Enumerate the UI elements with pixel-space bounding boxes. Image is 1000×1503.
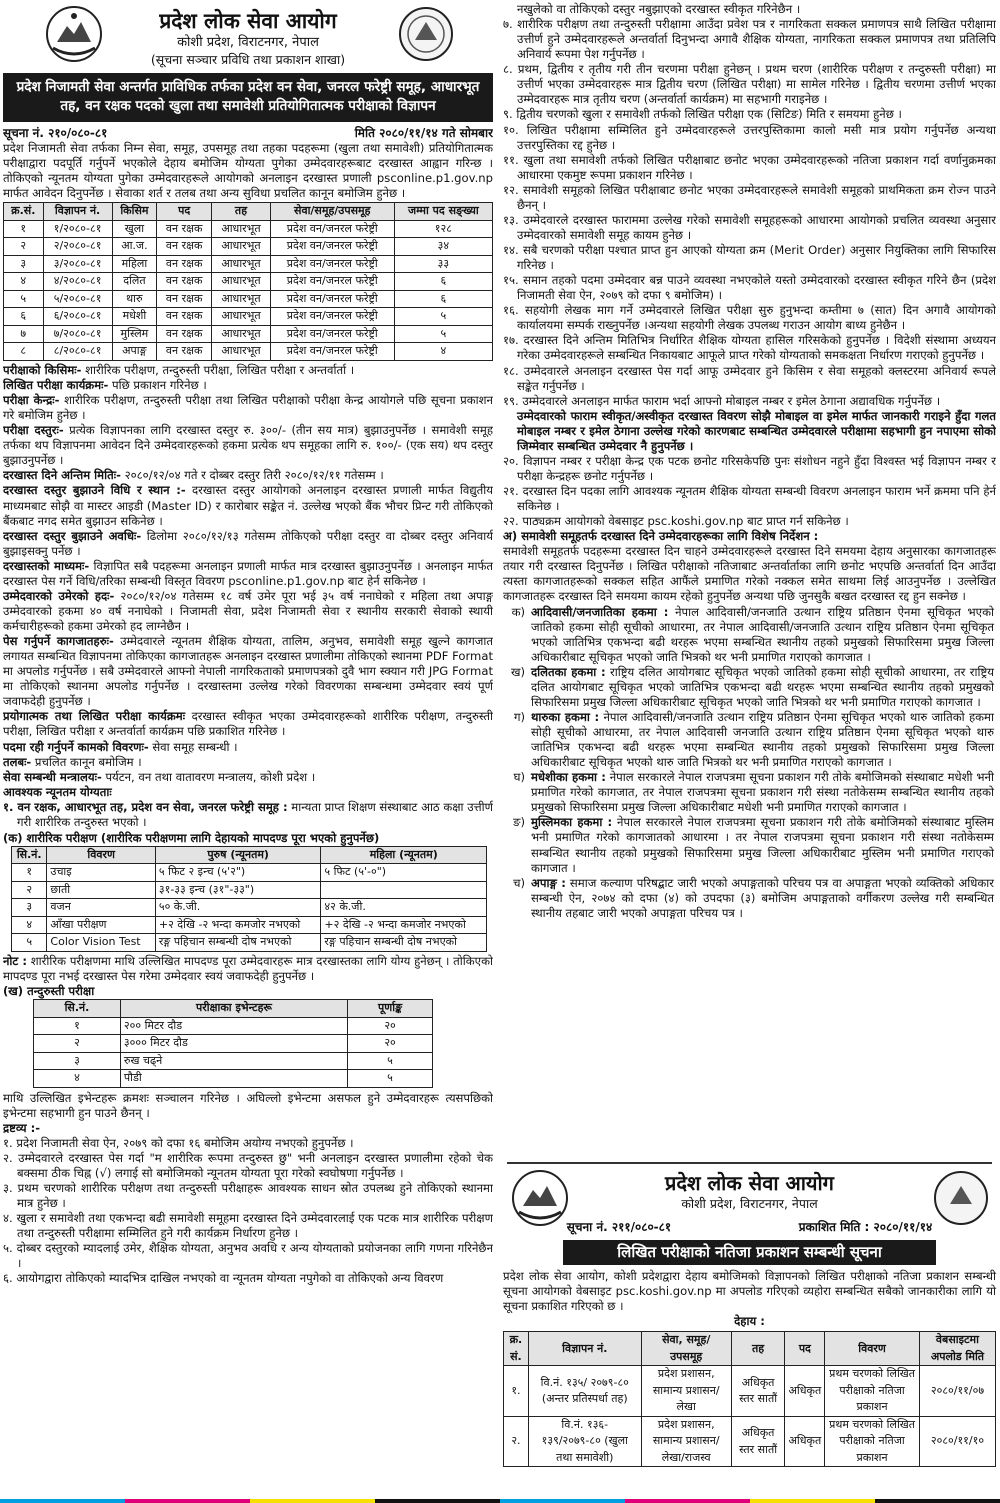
physical-cell: ५० के.जी. — [155, 899, 321, 917]
result-cell: प्रदेश प्रशासन, सामान्य प्रशासन/लेखा — [641, 1366, 731, 1417]
commission-title: प्रदेश लोक सेवा आयोग — [159, 9, 337, 33]
vacancy-row — [4, 343, 493, 361]
info-label: तलबः- — [3, 754, 32, 769]
physical-cell: छाती — [47, 881, 155, 899]
vacancy-cell: आधारभूत — [212, 325, 271, 343]
fitness-header: पूर्णाङ्क — [348, 1000, 433, 1018]
vacancy-cell: २ — [4, 238, 44, 256]
vacancy-cell: ८ — [4, 343, 44, 361]
info-item — [3, 634, 493, 709]
result-notice — [503, 1162, 996, 1467]
vacancy-cell: ५ — [394, 308, 492, 326]
fitness-cell: ५ — [348, 1070, 433, 1088]
vacancy-row — [4, 238, 493, 256]
info-value: सेवा समूह सम्बन्धी । — [148, 739, 238, 754]
vacancy-cell: प्रदेश वन/जनरल फरेष्ट्री — [270, 325, 394, 343]
vacancy-cell: वन रक्षक — [157, 255, 212, 273]
physical-cell — [321, 881, 487, 899]
physical-cell: १ — [12, 864, 47, 882]
vacancy-cell: ३/२०८०-८१ — [43, 255, 112, 273]
header — [3, 4, 493, 66]
result-cell: प्रथम चरणको लिखित परीक्षाको नतिजा प्रकाशन — [825, 1416, 920, 1467]
physical-row — [12, 899, 487, 917]
special-item-text — [531, 665, 994, 710]
result-notice-body: प्रदेश लोक सेवा आयोग, कोशी प्रदेशद्वारा देहाय बमोजिमको विज्ञापनको लिखित परीक्षाको नतिजा प्रकाशन सम्बन्धी सूचना आयोगको वेबसाइट psc.koshi.gov.np मा अपलोड गरिएको व्यहोरा सम्बन्धित सबैको जानकारीका लागि यो सूचना प्रकाशित गरिएको छ । — [503, 1269, 996, 1314]
info-item — [3, 559, 493, 589]
physical-cell: Color Vision Test — [47, 934, 155, 952]
info-label: दरखास्त दस्तुर बुझाउने विधि र स्थान :- — [3, 483, 186, 498]
info-item — [3, 770, 493, 785]
info-label: लिखित परीक्षा कार्यक्रमः- — [3, 378, 109, 392]
result-office-address: कोशी प्रदेश, विराटनगर, नेपाल — [681, 1196, 818, 1211]
special-instructions-intro: समावेशी समूहतर्फ पदहरूमा दरखास्त दिन चाहने उम्मेदवारहरूले दरखास्त दिने समयमा देहाय अनुसारका कागजातहरू तयार गरी दरखास्त दिनुपर्नेछ । लिखित परीक्षाको नतिजाबाट अन्तर्वार्ताका लागि छनोट भएपछि अन्तर्वार्ता दिन आउँदा त्यस्ता कागजातहरूको सक्कल सहित आफैंले प्रमाणित गरेको नक्कल समेत साथमा लिई आउनुपर्नेछ । उल्लेखित कागजातहरू दरखास्त दिने समयमा कायम रहेको हुनुपर्नेछ अन्यथा पछि जुनसुकै बखत दरखास्त रद्द हुन सक्नेछ । — [503, 544, 996, 604]
physical-cell: ४२ के.जी. — [321, 899, 487, 917]
physical-cell: ३ — [12, 899, 47, 917]
vacancy-cell: वन रक्षक — [157, 308, 212, 326]
special-item-label: आदिवासी/जनजातिका हकमा : — [531, 604, 669, 619]
advertisement-banner: प्रदेश निजामती सेवा अन्तर्गत प्राविधिक तर्फका प्रदेश वन सेवा, जनरल फरेष्ट्री समूह, आधारभूत तह, वन रक्षक पदको खुला तथा समावेशी प्रतियोगितात्मक परीक्षाको विज्ञापन — [3, 73, 493, 122]
info-item — [3, 468, 493, 483]
print-color-strip — [0, 1499, 1000, 1503]
fitness-header: सि.नं. — [34, 1000, 121, 1018]
physical-cell: उचाइ — [47, 864, 155, 882]
special-item-label: मुस्लिमका हकमा : — [531, 815, 613, 830]
note-item: १७. दरखास्त दिने अन्तिम मितिभित्र निर्धारित शैक्षिक योग्यता हासिल गरिसकेको हुनुपर्नेछ । विदेशी संस्थामा अध्ययन गरेका उम्मेदवारहरूले सम्बन्धित निकायबाट आफूले प्राप्त गरेको योग्यताको समकक्षता निर्धारण गराएको हुनुपर्नेछ । — [503, 333, 996, 363]
info-value: पर्यटन, वन तथा वातावरण मन्त्रालय, कोशी प्रदेश । — [101, 769, 316, 784]
vacancy-cell: ६ — [394, 290, 492, 308]
vacancy-cell: ४/२०८०-८१ — [43, 273, 112, 291]
note-item: १९. उम्मेदवारले अनलाइन मार्फत फाराम भर्दा आफ्नो मोबाइल नम्बर र इमेल ठेगाना अद्यावधिक गर्नुपर्नेछ । — [503, 393, 941, 408]
fitness-test-title: (ख) तन्दुरुस्ती परीक्षा — [3, 984, 95, 999]
result-header: विवरण — [825, 1332, 920, 1366]
vacancy-cell: महिला — [112, 255, 156, 273]
info-item — [3, 363, 493, 378]
info-item — [3, 589, 493, 634]
physical-cell: वजन — [47, 899, 155, 917]
note-item: ११. खुला तथा समावेशी तर्फको लिखित परीक्षाबाट छनोट भएका उम्मेदवारहरूको नतिजा प्रकाशन गर्दा वर्णानुक्रमका आधारमा एकमुष्ट रूपमा प्रकाशन गरिनेछ । — [503, 152, 996, 182]
note-item: २०. विज्ञापन नम्बर र परीक्षा केन्द्र एक पटक छनोट गरिसकेपछि पुनः संशोधन नहुने हुँदा विश्वस्त भई विज्ञापन नम्बर र परीक्षा केन्द्रहरू छनोट गर्नुपर्नेछ । — [503, 453, 996, 483]
physical-row — [12, 916, 487, 934]
vacancy-header: पद — [157, 203, 212, 221]
fitness-cell: २०० मिटर दौड — [120, 1017, 347, 1035]
notice-number: सूचना नं. २१०/०८०-८१ — [3, 125, 108, 140]
special-item-number: ग) — [513, 709, 525, 724]
special-item — [503, 815, 994, 875]
vacancy-cell: १/२०८०-८१ — [43, 220, 112, 238]
result-cell: वि.नं. १३५/ २०७९-८० (अन्तर प्रतिस्पर्धा तह) — [528, 1366, 641, 1417]
vacancy-cell: आ.ज. — [112, 238, 156, 256]
result-cell: अधिकृत स्तर सातौं — [731, 1366, 785, 1417]
info-item — [3, 423, 493, 468]
note-item: १४. सबै चरणको परीक्षा पश्चात प्राप्त हुन आएको योग्यता क्रम (Merit Order) अनुसार नियुक्तिका लागि सिफारिस गरिनेछ । — [503, 243, 996, 273]
info-label: दरखास्तको माध्यमः- — [3, 558, 90, 573]
vacancy-cell: आधारभूत — [212, 308, 271, 326]
dehaya-label: देहाय : — [734, 1314, 765, 1329]
vacancy-cell: ५ — [394, 325, 492, 343]
physical-cell: ५ फिट २ इन्च (५'२") — [155, 864, 321, 882]
result-cell: २. — [504, 1416, 529, 1467]
vacancy-cell: ६ — [394, 273, 492, 291]
vacancy-cell: प्रदेश वन/जनरल फरेष्ट्री — [270, 343, 394, 361]
result-header: तह — [731, 1332, 785, 1366]
vacancy-cell: आधारभूत — [212, 343, 271, 361]
notes-list-right — [503, 17, 996, 409]
vacancy-cell: प्रदेश वन/जनरल फरेष्ट्री — [270, 290, 394, 308]
info-value: २०८०/१२/०४ गते र दोब्बर दस्तुर तिरी २०८०/१२/११ गतेसम्म । — [120, 468, 384, 483]
physical-cell: आँखा परीक्षण — [47, 916, 155, 934]
vacancy-row — [4, 325, 493, 343]
note-item: १. प्रदेश निजामती सेवा ऐन, २०७९ को दफा १६ बमोजिम अयोग्य नभएको हुनुपर्नेछ । — [3, 1135, 354, 1150]
min-qualification-item: १. वन रक्षक, आधारभूत तह, प्रदेश वन सेवा, जनरल फरेष्ट्री समूह : मान्यता प्राप्त शिक्षण संस्थाबाट आठ कक्षा उत्तीर्ण गरी शारीरिक तन्दुरुस्त भएको । — [3, 799, 493, 829]
info-value: शारीरिक परीक्षण, तन्दुरुस्ती परीक्षा, लिखित परीक्षा र अन्तर्वार्ता । — [81, 362, 355, 377]
result-notice-header — [503, 1164, 996, 1226]
vacancy-cell: ७ — [4, 325, 44, 343]
info-label: पदमा रही गर्नुपर्ने कामको विवरणः- — [3, 739, 149, 754]
fitness-test-table — [33, 999, 433, 1088]
physical-cell: रङ्ग पहिचान सम्बन्धी दोष नभएको — [321, 934, 487, 952]
physical-cell: +२ देखि -२ भन्दा कमजोर नभएको — [155, 916, 321, 934]
physical-cell: ४ — [12, 916, 47, 934]
result-commission-title: प्रदेश लोक सेवा आयोग — [665, 1171, 834, 1195]
info-label: परीक्षा दस्तुरः- — [3, 423, 64, 438]
special-item-value: नेपाल आदिवासी/जनजाति उत्थान राष्ट्रिय प्रतिष्ठान ऐनमा सूचिकृत भएको थारु जातिको हकमा सोही सूचीको आधारमा, तर नेपाल आदिवासी जनजाति उत्थान राष्ट्रिय प्रतिष्ठान ऐनमा सूचिकृत भएको थारु जातिभित्र एकभन्दा बढी थरहरू भएमा सम्बन्धित स्थानीय तहको प्रमुखको सिफारिसमा प्रमुख जिल्ला अधिकारीबाट सूचिकृत भएको थारु जाति भित्रको थर भनी प्रमाणित गराएको कागजात । — [531, 709, 994, 770]
note-item: १३. उम्मेदवारले दरखास्त फाराममा उल्लेख गरेको समावेशी समूहहरूको आधारमा आयोगको प्रचलित व्यवस्था अनुसार उम्मेदवारको समावेशी समूह कायम हुनेछ । — [503, 212, 996, 242]
fitness-cell: ५ — [348, 1052, 433, 1070]
result-table — [503, 1331, 996, 1467]
fitness-cell: २० — [348, 1017, 433, 1035]
special-item-number: ख) — [510, 664, 525, 679]
vacancy-cell: ५ — [4, 290, 44, 308]
special-item-text — [531, 605, 994, 665]
special-item-text — [531, 770, 994, 815]
special-instructions-list — [503, 605, 996, 921]
vacancy-cell: ३४ — [394, 238, 492, 256]
result-cell: अधिकृत — [785, 1416, 825, 1467]
vacancy-cell: १ — [4, 220, 44, 238]
min-qualification-title: आवश्यक न्यूनतम योग्यताः — [3, 784, 112, 799]
physical-header: सि.नं. — [12, 846, 47, 864]
fitness-row — [34, 1070, 433, 1088]
note-item: ७. शारीरिक परीक्षण तथा तन्दुरुस्ती परीक्षामा आउँदा प्रवेश पत्र र नागरिकता सक्कल प्रमाणपत्र साथै लिखित परीक्षामा उत्तीर्ण हुने उम्मेदवारहरूले अन्तर्वार्ता दिनुभन्दा अगावै शैक्षिक योग्यता, नागरिकता सक्कल प्रमाणपत्र तथा प्रतिलिपि अनिवार्य रूपमा पेश गर्नुपर्नेछ । — [503, 17, 996, 62]
notes-list-left — [3, 1136, 493, 1287]
note-item: २२. पाठ्यक्रम आयोगको वेबसाइट psc.koshi.gov.np बाट प्राप्त गर्न सकिनेछ । — [503, 514, 849, 529]
special-item-text — [531, 815, 994, 875]
vacancy-row — [4, 255, 493, 273]
info-item — [3, 709, 493, 739]
note-item: ४. खुला र समावेशी तथा एकभन्दा बढी समावेशी समूहमा दरखास्त दिने उम्मेदवारलाई एक पटक मात्र शारीरिक परीक्षण तथा तन्दुरुस्ती परीक्षामा सम्मिलित हुने गरी कार्यक्रम निर्धारण हुनेछ । — [3, 1211, 493, 1241]
info-label: दरखास्त दस्तुर बुझाउने अवधिः- — [3, 528, 142, 543]
fitness-cell: १ — [34, 1017, 121, 1035]
note-item: २. उम्मेदवारले दरखास्त पेस गर्दा "म शारीरिक रूपमा तन्दुरुस्त छु" भनी अनलाइन दरखास्त प्रणालीमा रहेको चेक बक्समा ठीक चिह्न (√) लगाई सो बमोजिमको न्यूनतम योग्यता पूरा गरेको स्वघोषणा गर्नुपर्नेछ । — [3, 1150, 493, 1180]
special-item-label: दलितका हकमा : — [531, 664, 606, 679]
vacancy-cell: मधेशी — [112, 308, 156, 326]
fitness-after-text: माथि उल्लिखित इभेन्टहरू क्रमशः सञ्चालन गरिनेछ । अघिल्लो इभेन्टमा असफल हुने उम्मेदवारहरू त्यसपछिको इभेन्टमा सहभागी हुन पाउने छैनन् । — [3, 1090, 493, 1120]
note-item: ६. आयोगद्वारा तोकिएको म्यादभित्र दाखिल नभएको वा न्यूनतम योग्यता नपुगेको वा तोकिएको अन्य विवरण — [3, 1271, 444, 1286]
physical-note: नोट : शारीरिक परीक्षणमा माथि उल्लिखित मापदण्ड पूरा उम्मेदवारहरू मात्र दरखास्तका लागि योग्य हुनेछन् । तोकिएको मापदण्ड पूरा नभई दरखास्त पेस गरेमा उम्मेदवार स्वयं जवाफदेही हुनुपर्नेछ । — [3, 953, 493, 983]
physical-row — [12, 881, 487, 899]
info-item — [3, 740, 493, 755]
info-label: सेवा सम्बन्धी मन्त्रालयः- — [3, 769, 102, 784]
fitness-cell: ४ — [34, 1070, 121, 1088]
vacancy-cell: ४ — [394, 343, 492, 361]
special-instructions-title: अ) समावेशी समूहतर्फ दरखास्त दिने उम्मेदवारहरूका लागि विशेष निर्देशन : — [503, 529, 819, 544]
vacancy-table — [3, 202, 493, 361]
vacancy-row — [4, 273, 493, 291]
result-header: वेबसाइटमा अपलोड मिति — [919, 1332, 995, 1366]
special-item — [503, 665, 994, 710]
fitness-cell: पौडी — [120, 1070, 347, 1088]
result-cell: २०८०/११/०७ — [919, 1366, 995, 1417]
result-notice-banner: लिखित परीक्षाको नतिजा प्रकाशन सम्बन्धी सूचना — [563, 1240, 936, 1266]
vacancy-row — [4, 220, 493, 238]
result-notice-date: प्रकाशित मिति : २०८०/११/१४ — [798, 1220, 933, 1234]
result-cell: अधिकृत — [785, 1366, 825, 1417]
info-item — [3, 393, 493, 423]
fitness-cell: २ — [34, 1035, 121, 1053]
fitness-cell: ३००० मिटर दौड — [120, 1035, 347, 1053]
vacancy-cell: ३३ — [394, 255, 492, 273]
fitness-row — [34, 1035, 433, 1053]
vacancy-cell: वन रक्षक — [157, 220, 212, 238]
special-item-label: मधेशीका हकमा : — [531, 770, 606, 785]
note-item: १०. लिखित परीक्षामा सम्मिलित हुने उम्मेदवारहरूले उत्तरपुस्तिकामा कालो मसी मात्र प्रयोग गर्नुपर्नेछ अन्यथा उत्तरपुस्तिका रद्द हुनेछ । — [503, 122, 996, 152]
info-value: दरखास्त दस्तुर आयोगको अनलाइन दरखास्त प्रणाली मार्फत विद्युतीय माध्यमबाट सोझै वा मास्टर आइडी (Master ID) र कारोबार सङ्केत नं. उल्लेख भएको बैंक भौचर प्रिन्ट गरी तोकिएको बैंकबाट नगद समेत बुझाउन सकिनेछ । — [3, 483, 493, 528]
info-value: उम्मेदवारले न्यूनतम शैक्षिक योग्यता, तालिम, अनुभव, समावेशी समूह खुल्ने कागजात लगायत सम्बन्धित विज्ञापनमा तोकिएका कागजातहरू अनलाइन दरखास्त प्रणालीमा तोकिएको स्थानमा PDF Format मा अपलोड गर्नुपर्नेछ । सबै उम्मेदवारले आफ्नो नेपाली नागरिकताको प्रमाणपत्रको दुवै भाग स्क्यान गरी JPG Format मा तोकिएको स्थानमा अपलोड गर्नुपर्नेछ । दरखास्तमा उल्लेख गरेको विवरणका सम्बन्धमा उम्मेदवार स्वयं पूर्ण जवाफदेही हुनुपर्नेछ । — [3, 634, 493, 709]
physical-header: विवरण — [47, 846, 155, 864]
special-item — [503, 876, 994, 921]
vacancy-cell: मुस्लिम — [112, 325, 156, 343]
result-header: पद — [785, 1332, 825, 1366]
vacancy-cell: आधारभूत — [212, 255, 271, 273]
result-header: विज्ञापन नं. — [528, 1332, 641, 1366]
vacancy-row — [4, 290, 493, 308]
vacancy-cell: वन रक्षक — [157, 325, 212, 343]
notes-continuation: नखुलेको वा तोकिएको दस्तुर नबुझाएको दरखास्त स्वीकृत गरिनेछैन । — [517, 2, 801, 16]
special-item-value: नेपाल आदिवासी/जनजाति उत्थान राष्ट्रिय प्रतिष्ठान ऐनमा सूचिकृत भएको जातिको हकमा सोही सूचीको आधारमा, तर नेपाल आदिवासी/जनजाति उत्थान राष्ट्रिय प्रतिष्ठान ऐनमा सूचिकृत भएको जातिभित्र एकभन्दा बढी थरहरू भएमा सम्बन्धित स्थानीय तहको प्रमुखको सिफारिसमा प्रमुख जिल्ला अधिकारीबाट सूचिकृत भएको जाति भित्रको थर भनी प्रमाणित गराएको कागजात । — [531, 604, 994, 664]
vacancy-cell: दलित — [112, 273, 156, 291]
special-item-value: नेपाल सरकारले नेपाल राजपत्रमा सूचना प्रकाशन गरी तोके बमोजिमको संस्थाबाट मधेशी भनी प्रमाणित गरेको कागजात, तर नेपाल राजपत्रमा सूचना प्रकाशन गरी संस्था नतोकेसम्म सम्बन्धित स्थानीय तहको प्रमुखको सिफारिसमा प्रमुख जिल्ला अधिकारीबाट मधेशी भनी प्रमाणित गराएको कागजात । — [531, 770, 994, 815]
vacancy-cell: वन रक्षक — [157, 343, 212, 361]
branch-name: (सूचना सञ्चार प्रविधि तथा प्रकाशन शाखा) — [150, 52, 346, 68]
special-item-number: च) — [513, 875, 525, 890]
vacancy-cell: थारु — [112, 290, 156, 308]
special-item — [503, 605, 994, 665]
info-value: शारीरिक परीक्षण, तन्दुरुस्ती परीक्षा तथा लिखित परीक्षाको परीक्षा केन्द्र आयोगले पछि सूचना प्रकाशन गरे बमोजिम हुनेछ । — [3, 393, 493, 423]
fitness-cell: ३ — [34, 1052, 121, 1070]
vacancy-cell: ७/२०८०-८१ — [43, 325, 112, 343]
fitness-row — [34, 1052, 433, 1070]
result-cell: २०८०/११/१० — [919, 1416, 995, 1467]
physical-cell: २ — [12, 881, 47, 899]
vacancy-cell: ५/२०८०-८१ — [43, 290, 112, 308]
info-value: विज्ञापित सबै पदहरूमा अनलाइन प्रणाली मार्फत मात्र दरखास्त बुझाउनुपर्नेछ । अनलाइन मार्फत दरखास्त पेस गर्ने विधि/तरिका सम्बन्धी विस्तृत विवरण psconline.p1.gov.np बाट हेर्न सकिनेछ । — [3, 558, 493, 588]
special-item-text — [531, 710, 994, 770]
vacancy-cell: आधारभूत — [212, 290, 271, 308]
physical-test-table — [11, 846, 487, 952]
physical-test-title: (क) शारीरिक परीक्षण (शारीरिक परीक्षणमा लागि देहायको मापदण्ड पूरा भएको हुनुपर्नेछ) — [3, 830, 380, 845]
note-item: ९. द्वितीय चरणको खुला र समावेशी तर्फको लिखित परीक्षा एक (सिटिङ) मिति र समयमा हुनेछ । — [503, 107, 902, 122]
vacancy-cell: ६ — [4, 308, 44, 326]
vacancy-cell: वन रक्षक — [157, 290, 212, 308]
result-header: क्र. सं. — [504, 1332, 529, 1366]
special-item-value: राष्ट्रिय दलित आयोगबाट सूचिकृत भएको जातिको हकमा सोही सूचीको आधारमा, तर राष्ट्रिय दलित आयोगबाट सूचिकृत भएको जातिभित्र एकभन्दा बढी थरहरू भएमा सम्बन्धित स्थानीय तहको प्रमुखको सिफारिसमा प्रमुख जिल्ला अधिकारीबाट सूचिकृत भएको जाति भित्रको थर भनी प्रमाणित गराएको कागजात । — [531, 664, 994, 709]
info-label: उम्मेदवारको उमेरको हदः- — [3, 588, 115, 603]
special-item-text — [531, 876, 994, 921]
vacancy-cell: प्रदेश वन/जनरल फरेष्ट्री — [270, 255, 394, 273]
physical-row — [12, 934, 487, 952]
vacancy-header: किसिम — [112, 203, 156, 221]
fitness-cell: रुख चढ्ने — [120, 1052, 347, 1070]
note-item: ८. प्रथम, द्वितीय र तृतीय गरी तीन चरणमा परीक्षा हुनेछन् । प्रथम चरण (शारीरिक परीक्षण र तन्दुरुस्ती परीक्षा) मा उत्तीर्ण भएका उम्मेदवारहरू मात्र द्वितीय चरण (लिखित परीक्षा) मा सामेल गरिनेछ । द्वितीय चरणमा उत्तीर्ण भएका उम्मेदवारहरू मात्र तृतीय चरण (अन्तर्वार्ता कार्यक्रम) मा सहभागी गराइनेछ । — [503, 62, 996, 107]
physical-header: पुरुष (न्यूनतम) — [155, 846, 321, 864]
result-row — [504, 1366, 996, 1417]
info-value: २०८०/१२/०४ गतेसम्म १८ वर्ष उमेर पूरा भई ३५ वर्ष ननाघेको र महिला तथा अपाङ्ग उम्मेदवारको हकमा ४० वर्ष ननाघेको । निजामती सेवा, प्रदेश निजामती सेवा र स्थानीय सरकारी सेवाको स्थायी कर्मचारीहरूको हकमा उमेरको हद लाग्नेछैन । — [3, 588, 493, 633]
vacancy-header: विज्ञापन नं. — [43, 203, 112, 221]
result-cell: वि.नं. १३६- १३९/२०७९-८० (खुला तथा समावेशी) — [528, 1416, 641, 1467]
vacancy-header: सेवा/समूह/उपसमूह — [270, 203, 394, 221]
result-header: सेवा, समूह/ उपसमूह — [641, 1332, 731, 1366]
province-seal-icon — [397, 4, 455, 64]
nepal-emblem-icon — [509, 1168, 571, 1228]
special-item-number: घ) — [513, 770, 525, 785]
vacancy-cell: ४ — [4, 273, 44, 291]
office-address: कोशी प्रदेश, विराटनगर, नेपाल — [177, 35, 319, 51]
vacancy-header: जम्मा पद सङ्ख्या — [394, 203, 492, 221]
info-label: परीक्षा केन्द्रः- — [3, 393, 60, 408]
info-label: परीक्षाको किसिमः- — [3, 362, 82, 377]
physical-cell: ५ फिट (५'-०") — [321, 864, 487, 882]
info-item — [3, 483, 493, 528]
note-item: १८. उम्मेदवारले अनलाइन दरखास्त पेस गर्दा आफू उम्मेदवार हुने किसिम र सेवा समूहको क्लस्टरमा अनिवार्य रूपले सङ्केत गर्नुपर्नेछ । — [503, 363, 996, 393]
result-cell: प्रदेश प्रशासन, सामान्य प्रशासन/ लेखा/राजस्व — [641, 1416, 731, 1467]
info-value: ढिलोमा २०८०/१२/१३ गतेसम्म तोकिएको परीक्षा दस्तुर वा दोब्बर दस्तुर अनिवार्य बुझाइसक्नु पर्नेछ । — [3, 528, 493, 558]
nepal-emblem-icon — [43, 4, 105, 64]
info-item — [3, 755, 493, 770]
info-value: पछि प्रकाशन गरिनेछ । — [108, 378, 207, 392]
physical-cell: ५ — [12, 934, 47, 952]
physical-cell: ३१-३३ इन्च (३१"-३३") — [155, 881, 321, 899]
physical-row — [12, 864, 487, 882]
info-item — [3, 529, 493, 559]
physical-header: महिला (न्यूनतम) — [321, 846, 487, 864]
vacancy-cell: ६/२०८०-८१ — [43, 308, 112, 326]
advertisement-column — [3, 4, 493, 1500]
vacancy-cell: वन रक्षक — [157, 238, 212, 256]
info-item — [3, 378, 493, 393]
notice-date: मिति २०८०/११/१४ गते सोमबार — [354, 125, 493, 140]
vacancy-row — [4, 308, 493, 326]
exam-info-list — [3, 363, 493, 785]
physical-cell: रङ्ग पहिचान सम्बन्धी दोष नभएको — [155, 934, 321, 952]
note-item: १६. सहयोगी लेखक माग गर्ने उम्मेदवारले लिखित परीक्षा सुरु हुनुभन्दा कम्तीमा ७ (सात) दिन अगावै आयोगको कार्यालयमा सम्पर्क राख्नुपर्नेछ ।अन्यथा सहयोगी लेखक उपलब्ध गराउन आयोग बाध्य हुनेछैन । — [503, 303, 996, 333]
vacancy-cell: आधारभूत — [212, 273, 271, 291]
province-seal-icon — [932, 1168, 990, 1228]
vacancy-header: क्र.सं. — [4, 203, 44, 221]
note-item: १५. समान तहको पदमा उम्मेदवार बन्न पाउने व्यवस्था नभएकोले यस्तो उम्मेदवारको दरखास्त स्वीकृत गरिने छैन (प्रदेश निजामती सेवा ऐन, २०७९ को दफा ९ बमोजिम) । — [503, 273, 996, 303]
intro-paragraph: प्रदेश निजामती सेवा तर्फका निम्न सेवा, समूह, उपसमूह तथा तहका पदहरूमा (खुला तथा समावेशी) प्रतियोगितात्मक परीक्षाद्वारा पदपूर्ति गर्नुपर्ने भएकोले देहाय बमोजिम योग्यता पुगेका उम्मेदवारहरूबाट दरखास्त आह्वान गरिन्छ । तोकिएको न्यूनतम योग्यता पुगेका उम्मेदवारहरूले आयोगको अनलाइन दरखास्त प्रणाली psconline.p1.gov.np मार्फत आवेदन दिनुपर्नेछ । सेवाका शर्त र तलब तथा अन्य सुविधा प्रचलित कानून बमोजिम हुनेछ । — [3, 141, 493, 201]
special-item-number: क) — [511, 604, 525, 619]
vacancy-cell: १२८ — [394, 220, 492, 238]
result-cell: अधिकृत स्तर सातौं — [731, 1416, 785, 1467]
info-label: प्रयोगात्मक तथा लिखित परीक्षा कार्यक्रमः — [3, 709, 186, 724]
note-item: ५. दोब्बर दस्तुरको म्यादलाई उमेर, शैक्षिक योग्यता, अनुभव अवधि र अन्य योग्यताको प्रयोजनका लागि गणना गरिनेछैन । — [3, 1241, 493, 1271]
special-item — [503, 710, 994, 770]
vacancy-cell: ८/२०८०-८१ — [43, 343, 112, 361]
result-cell: १. — [504, 1366, 529, 1417]
vacancy-header: तह — [212, 203, 271, 221]
note-item: १२. समावेशी समूहको लिखित परीक्षाबाट छनोट भएका उम्मेदवारहरूले समावेशी समूहको प्राथमिकता क्रम रोज्न पाउने छैनन् । — [503, 182, 996, 212]
fitness-header: परीक्षाका इभेन्टहरू — [120, 1000, 347, 1018]
result-notice-number: सूचना नं. २११/०८०-८१ — [566, 1220, 672, 1234]
info-label: पेस गर्नुपर्ने कागजातहरुः- — [3, 634, 114, 649]
special-item-label: थारुका हकमा : — [531, 709, 600, 724]
notes-list-right-2 — [503, 454, 996, 529]
vacancy-cell: प्रदेश वन/जनरल फरेष्ट्री — [270, 220, 394, 238]
notes-title: द्रष्टव्य :- — [3, 1120, 41, 1135]
vacancy-cell: ३ — [4, 255, 44, 273]
physical-cell: +२ देखि -२ भन्दा कमजोर नभएको — [321, 916, 487, 934]
special-item — [503, 770, 994, 815]
result-cell: प्रथम चरणको लिखित परीक्षाको नतिजा प्रकाशन — [825, 1366, 920, 1417]
fitness-row — [34, 1017, 433, 1035]
vacancy-cell: आधारभूत — [212, 238, 271, 256]
special-item-value: समाज कल्याण परिषद्बाट जारी भएको अपाङ्गताको परिचय पत्र वा अपाङ्गता भएको व्यक्तिको अधिकार सम्बन्धी ऐन, २०७४ को दफा (४) को उपदफा (३) बमोजिम अपाङ्गताको वर्गीकरण उल्लेख गरी सम्बन्धित स्थानीय तहबाट जारी भएको अपाङ्गता परिचय पत्र । — [531, 875, 995, 920]
vacancy-cell: २/२०८०-८१ — [43, 238, 112, 256]
info-label: दरखास्त दिने अन्तिम मितिः- — [3, 468, 121, 483]
result-row — [504, 1416, 996, 1467]
vacancy-cell: वन रक्षक — [157, 273, 212, 291]
note-item: ३. प्रथम चरणको शारीरिक परीक्षण तथा तन्दुरुस्ती परीक्षाहरू आवश्यक साधन स्रोत उपलब्ध हुने तोकिएको स्थानमा मात्र हुनेछ । — [3, 1181, 493, 1211]
special-item-number: ङ) — [513, 815, 525, 830]
note-item: २१. दरखास्त दिन पदका लागि आवश्यक न्यूनतम शैक्षिक योग्यता सम्बन्धी विवरण अनलाइन फाराम भर्ने क्रममा पनि हेर्न सकिनेछ । — [503, 484, 996, 514]
info-value: प्रचलित कानून बमोजिम । — [31, 754, 142, 769]
special-item-value: नेपाल सरकारले नेपाल राजपत्रमा सूचना प्रकाशन गरी तोके बमोजिमको संस्थाबाट मुस्लिम भनी प्रमाणित गरेको कागजातको आधारमा । तर नेपाल राजपत्रमा सूचना प्रकाशन गरी संस्था नतोकेसम्म सम्बन्धित स्थानीय तहको प्रमुखको सिफारिसमा प्रमुख जिल्ला अधिकारीबाट मुस्लिम भनी प्रमाणित गराएको कागजात । — [531, 815, 994, 875]
info-value: प्रत्येक विज्ञापनका लागि दरखास्त दस्तुर रु. ३००/- (तीन सय मात्र) बुझाउनुपर्नेछ । समावेशी समूह तर्फका थप विज्ञापनमा आवेदन दिने उम्मेदवारहरूको हकमा प्रत्येक थप समूहका लागि रु. १००/- (एक सय) थप दस्तुर बुझाउनुपर्नेछ । — [3, 423, 493, 468]
vacancy-cell: आधारभूत — [212, 220, 271, 238]
vacancy-cell: प्रदेश वन/जनरल फरेष्ट्री — [270, 273, 394, 291]
vacancy-cell: प्रदेश वन/जनरल फरेष्ट्री — [270, 308, 394, 326]
vacancy-cell: खुला — [112, 220, 156, 238]
vacancy-cell: अपाङ्ग — [112, 343, 156, 361]
fitness-cell: २० — [348, 1035, 433, 1053]
vacancy-cell: प्रदेश वन/जनरल फरेष्ट्री — [270, 238, 394, 256]
special-item-label: अपाङ्ग : — [531, 875, 566, 890]
info-value: दरखास्त स्वीकृत भएका उम्मेदवारहरूको शारीरिक परीक्षण, तन्दुरुस्ती परीक्षा, लिखित परीक्षा र अन्तर्वार्ता कार्यक्रम पछि प्रकाशित गरिनेछ । — [3, 709, 493, 739]
bold-warning-note: उम्मेदवारको फाराम स्वीकृत/अस्वीकृत दरखास्त विवरण सोझै मोबाइल वा इमेल मार्फत जानकारी गराइने हुँदा गलत मोबाइल नम्बर र इमेल ठेगाना उल्लेख गरेको कारणबाट सम्बन्धित उम्मेदवारले परीक्षामा सहभागी हुन नपाएमा सोको जिम्मेवार सम्बन्धित उम्मेदवार नै हुनुपर्नेछ । — [517, 408, 996, 453]
